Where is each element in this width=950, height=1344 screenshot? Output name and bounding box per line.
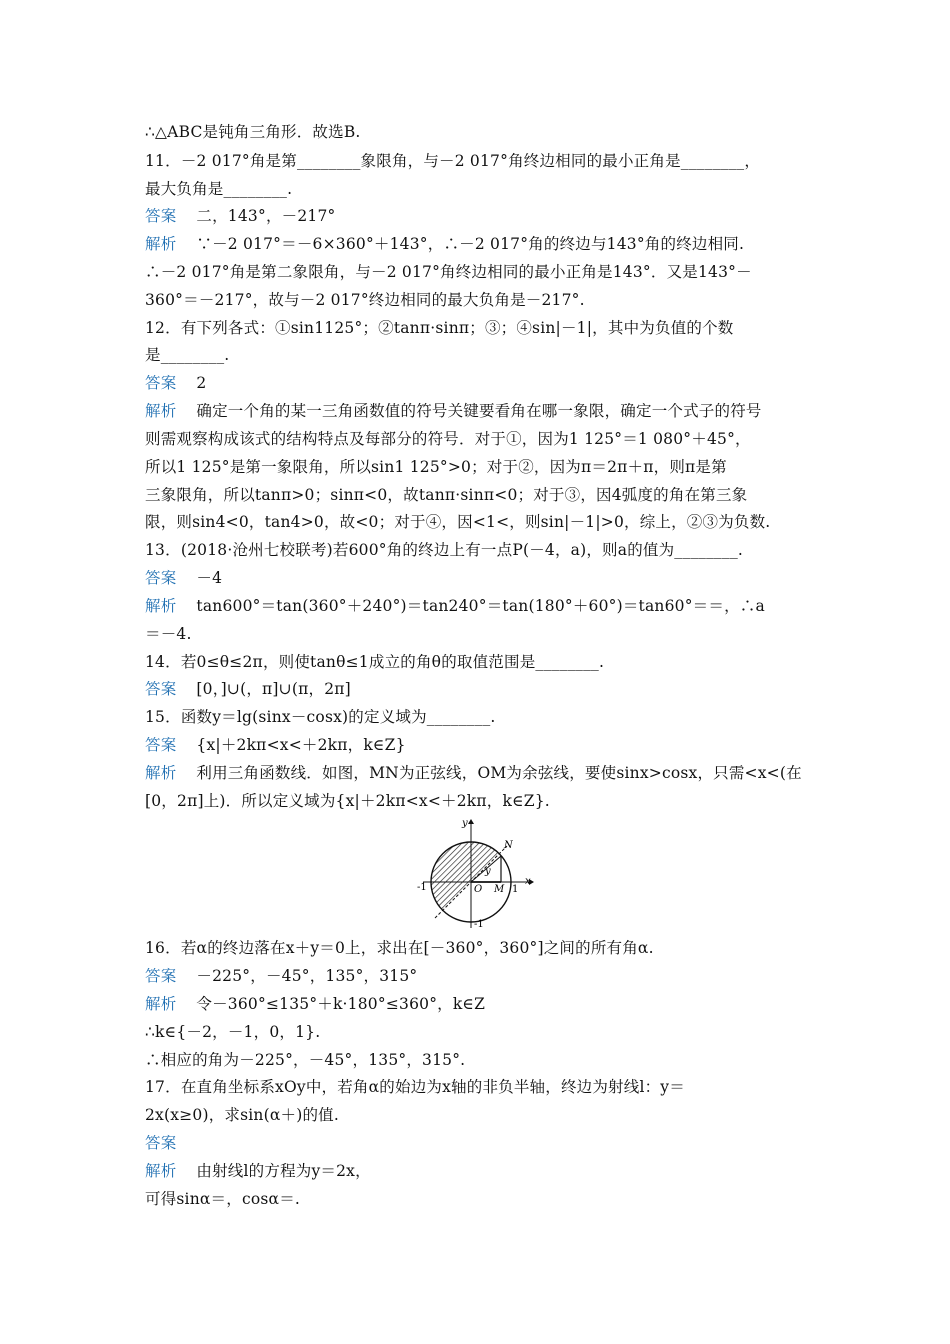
text-line — [145, 624, 813, 644]
line-text: －225°，－45°，135°，315° — [196, 967, 418, 985]
line-text: 最大负角是________. — [145, 180, 293, 198]
analysis-label: 解析 — [145, 995, 177, 1013]
text-line — [145, 1077, 813, 1097]
answer-label: 答案 — [145, 967, 177, 985]
text-line — [145, 1022, 813, 1042]
line-text: ∴相应的角为－225°，－45°，135°，315°. — [145, 1051, 466, 1069]
answer-line — [145, 1133, 813, 1153]
text-line — [145, 318, 813, 338]
x-axis-label: x — [525, 876, 531, 887]
line-text: ∴k∈{－2，－1，0，1}. — [145, 1023, 321, 1041]
unit-circle-figure — [415, 816, 539, 932]
y-small-label: y — [485, 866, 491, 877]
text-line — [145, 179, 813, 199]
answer-line — [145, 206, 813, 226]
text-line — [145, 151, 813, 171]
line-text: 2 — [196, 374, 207, 392]
answer-label: 答案 — [145, 569, 177, 587]
answer-label: 答案 — [145, 1134, 177, 1152]
text-line — [145, 707, 813, 727]
text-line — [145, 457, 813, 477]
analysis-label: 解析 — [145, 597, 177, 615]
line-text: ＝－4. — [145, 625, 192, 643]
text-line — [145, 512, 813, 532]
line-text: －4 — [196, 569, 223, 587]
analysis-label: 解析 — [145, 1162, 177, 1180]
answer-line — [145, 373, 813, 393]
line-text: 是________. — [145, 346, 230, 364]
analysis-label: 解析 — [145, 764, 177, 782]
one-label: 1 — [512, 884, 519, 895]
line-text: ∴△ABC是钝角三角形．故选B. — [145, 123, 361, 141]
line-text: 16．若α的终边落在x＋y＝0上，求出在[－360°，360°]之间的所有角α. — [145, 939, 654, 957]
point-m-label: M — [494, 884, 505, 895]
answer-label: 答案 — [145, 374, 177, 392]
text-line — [145, 1050, 813, 1070]
text-line — [145, 791, 813, 811]
line-text: {x|＋2kπ<x<＋2kπ，k∈Z} — [196, 736, 406, 754]
text-line — [145, 1105, 813, 1125]
line-text: 所以1 125°是第一象限角，所以sin1 125°>0；对于②，因为π＝2π＋π，则π是第 — [145, 458, 727, 476]
y-axis-arrow — [468, 819, 474, 824]
line-text: 二，143°，－217° — [196, 207, 336, 225]
text-line — [145, 429, 813, 449]
line-text: 2x(x≥0)，求sin(α＋)的值. — [145, 1106, 339, 1124]
line-text: 15．函数y＝lg(sinx－cosx)的定义域为________. — [145, 708, 496, 726]
answer-line — [145, 966, 813, 986]
neg-one-bottom-label: -1 — [474, 919, 484, 930]
answer-line — [145, 568, 813, 588]
analysis-label: 解析 — [145, 235, 177, 253]
line-text: ∴－2 017°角是第二象限角，与－2 017°角终边相同的最小正角是143°．又是143°－ — [145, 263, 752, 281]
line-text: 14．若0≤θ≤2π，则使tanθ≤1成立的角θ的取值范围是________. — [145, 653, 605, 671]
line-text: ∵－2 017°＝－6×360°＋143°，∴－2 017°角的终边与143°角的终边相同. — [196, 235, 745, 253]
line-text: 11．－2 017°角是第________象限角，与－2 017°角终边相同的最小正角是________， — [145, 152, 761, 170]
analysis-line — [145, 1161, 813, 1181]
text-line — [145, 485, 813, 505]
text-line — [145, 345, 813, 365]
line-text: 令－360°≤135°＋k·180°≤360°，k∈Z — [196, 995, 486, 1013]
line-text: 可得sinα＝，cosα＝. — [145, 1190, 301, 1208]
line-text: 利用三角函数线．如图，MN为正弦线，OM为余弦线，要使sinx>cosx，只需<x<(在 — [196, 764, 802, 782]
answer-label: 答案 — [145, 207, 177, 225]
origin-label: O — [474, 884, 483, 895]
line-text: 由射线l的方程为y＝2x， — [196, 1162, 371, 1180]
line-text: 三象限角，所以tanπ>0；sinπ<0，故tanπ·sinπ<0；对于③，因4弧度的角在第三象 — [145, 486, 748, 504]
line-text: 360°＝－217°，故与－2 017°终边相同的最大负角是－217°. — [145, 291, 585, 309]
line-text: 限，则sin4<0，tan4>0，故<0；对于④，因<1<，则sin|－1|>0，综上，②③为负数. — [145, 513, 771, 531]
analysis-line — [145, 401, 813, 421]
line-text: [0，2π]上)．所以定义域为{x|＋2kπ<x<＋2kπ，k∈Z}. — [145, 792, 550, 810]
analysis-line — [145, 763, 813, 783]
line-text: 17．在直角坐标系xOy中，若角α的始边为x轴的非负半轴，终边为射线l：y＝ — [145, 1078, 685, 1096]
line-text: [0，]∪(，π]∪(π，2π] — [196, 680, 351, 698]
line-text: 确定一个角的某一三角函数值的符号关键要看角在哪一象限，确定一个式子的符号 — [196, 402, 762, 420]
neg-one-left-label: -1 — [417, 882, 427, 893]
analysis-line — [145, 596, 813, 616]
text-line — [145, 540, 813, 560]
answer-label: 答案 — [145, 736, 177, 754]
analysis-label: 解析 — [145, 402, 177, 420]
line-text: 12．有下列各式：①sin1125°；②tanπ·sinπ；③；④sin|－1|，其中为负值的个数 — [145, 319, 734, 337]
text-line — [145, 938, 813, 958]
analysis-line — [145, 994, 813, 1014]
text-line — [145, 652, 813, 672]
text-line — [145, 1189, 813, 1209]
line-text: 13．(2018·沧州七校联考)若600°角的终边上有一点P(－4，a)，则a的值为________. — [145, 541, 744, 559]
y-axis-label: y — [462, 818, 468, 829]
line-text: tan600°＝tan(360°＋240°)＝tan240°＝tan(180°＋60°)＝tan60°＝＝，∴a — [196, 597, 765, 615]
line-text: 则需观察构成该式的结构特点及每部分的符号．对于①，因为1 125°＝1 080°＋45°， — [145, 430, 751, 448]
answer-line — [145, 679, 813, 699]
text-line — [145, 290, 813, 310]
analysis-line — [145, 234, 813, 254]
text-line — [145, 122, 813, 142]
text-line — [145, 262, 813, 282]
answer-line — [145, 735, 813, 755]
point-n-label: N — [504, 840, 513, 851]
answer-label: 答案 — [145, 680, 177, 698]
